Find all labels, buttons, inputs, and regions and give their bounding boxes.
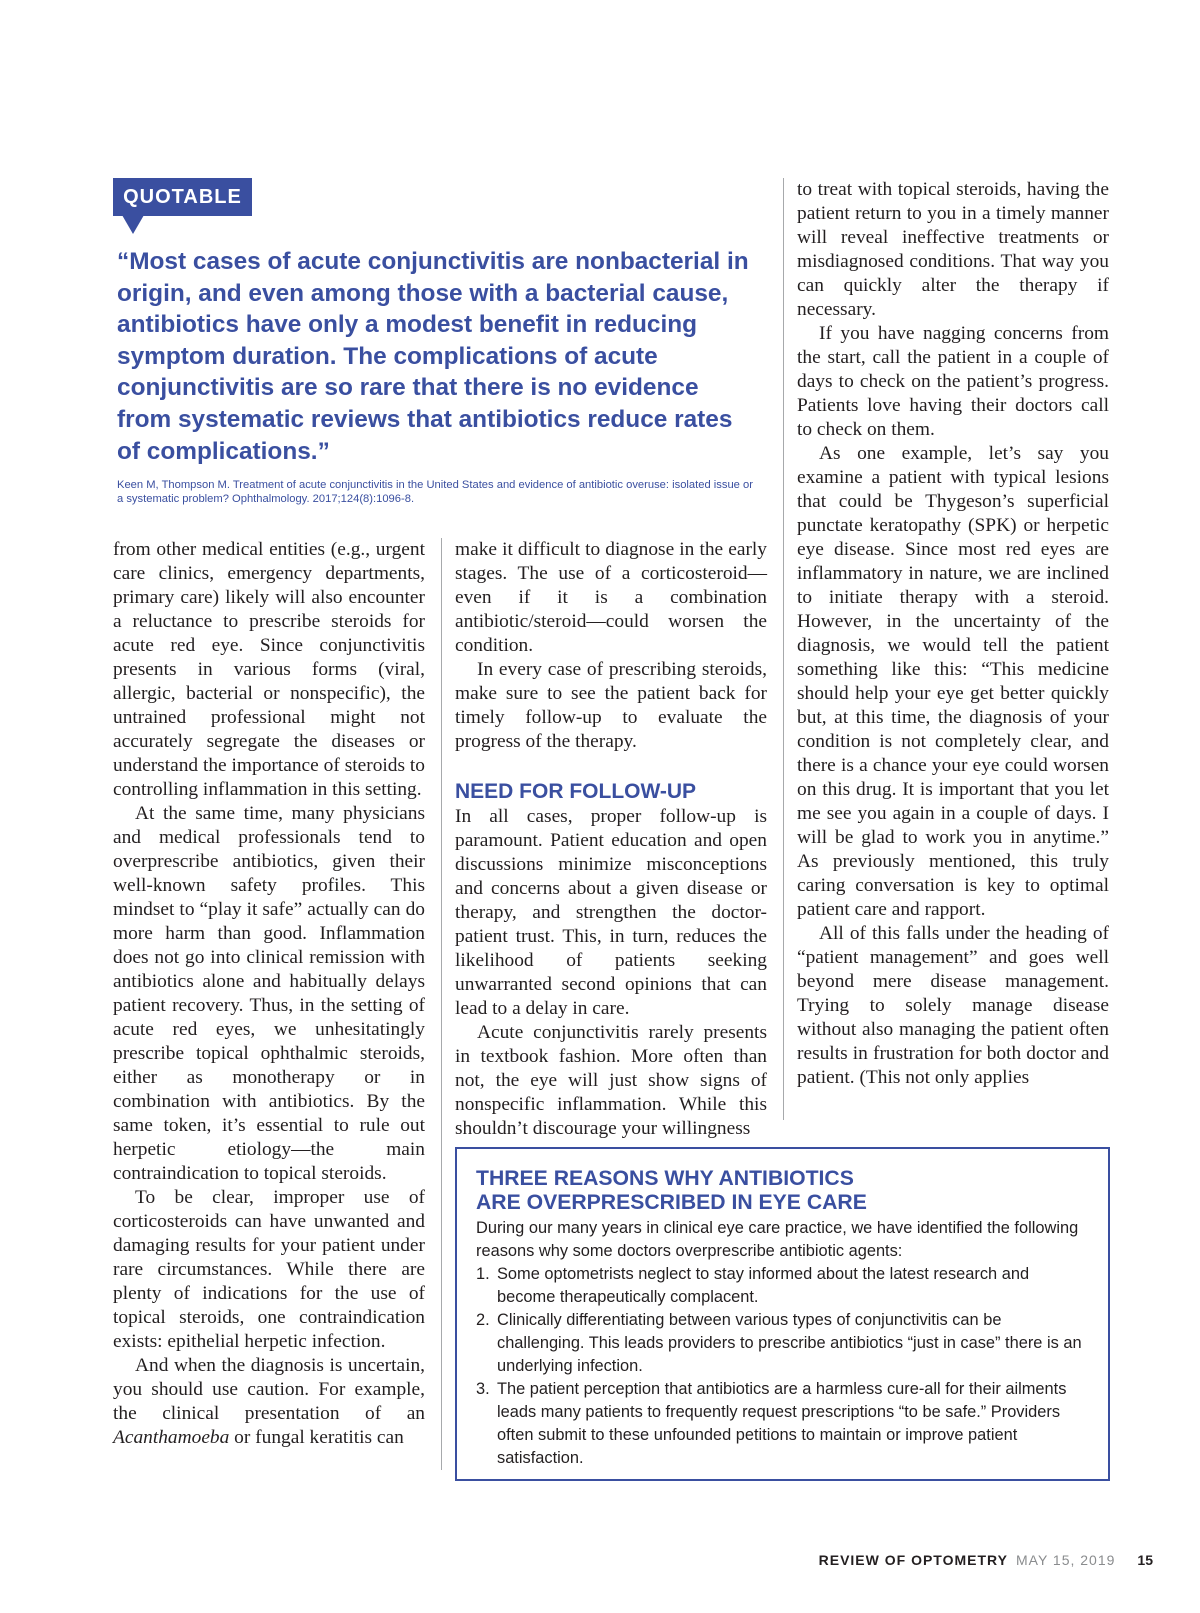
list-item-text: Some optometrists neglect to stay informed about the latest research and become therapeutically complacent.: [497, 1265, 1030, 1306]
paragraph-text: or fungal keratitis can: [229, 1427, 404, 1448]
paragraph: [113, 1354, 425, 1450]
list-item: [476, 1263, 1086, 1309]
pull-quote: “Most cases of acute conjunctivitis are nonbacterial in origin, and even among those with a bacterial cause, antibiotics have only a modest benefit in reducing symptom duration. The complications of acute conjunctivitis are so rare that there is no evidence from systematic reviews that antibiotics reduce rates of complications.”: [117, 248, 749, 465]
list-number: 3.: [476, 1380, 490, 1398]
reasons-list: [476, 1263, 1086, 1470]
italic-term: Acanthamoeba: [113, 1427, 230, 1448]
section-heading: NEED FOR FOLLOW-UP: [455, 780, 697, 803]
body-column-3: [797, 178, 1109, 1090]
quote-citation: Keen M, Thompson M. Treatment of acute conjunctivitis in the United States and evidence of antibiotic overuse: isolated issue or a systematic problem? Ophthalmology. 2017;124(8):1096-8.: [117, 479, 753, 505]
paragraph: In every case of prescribing steroids, make sure to see the patient back for timely follow-up to evaluate the progress of the therapy.: [455, 659, 767, 752]
paragraph: If you have nagging concerns from the start, call the patient in a couple of days to check on the patient’s progress. Patients love having their doctors call to check on them.: [797, 323, 1109, 440]
sidebar-intro: During our many years in clinical eye care practice, we have identified the following reasons why some doctors overprescribe antibiotic agents:: [476, 1219, 1079, 1260]
paragraph: from other medical entities (e.g., urgent care clinics, emergency departments, primary care) likely will also encounter a reluctance to prescribe steroids for acute red eye. Since conjunctivitis presents in various forms (viral, allergic, bacterial or nonspecific), the untrained professional might not accurately segregate the diseases or understand the importance of steroids to controlling inflammation in this setting.: [113, 539, 425, 800]
column-divider: [441, 538, 442, 1470]
paragraph: Acute conjunctivitis rarely presents in textbook fashion. More often than not, the eye will just show signs of nonspecific inflammation. While this shouldn’t discourage your willingness: [455, 1022, 767, 1139]
sidebar-title-line: THREE REASONS WHY ANTIBIOTICS: [476, 1167, 854, 1190]
issue-date: MAY 15, 2019: [1015, 1552, 1116, 1568]
publication-name: REVIEW OF OPTOMETRY: [818, 1552, 1008, 1568]
list-item-text: Clinically differentiating between various types of conjunctivitis can be challenging. This leads providers to prescribe antibiotics “just in case” there is an underlying infection.: [497, 1311, 1082, 1375]
quotable-tag: QUOTABLE: [113, 178, 252, 216]
sidebar-title-line: ARE OVERPRESCRIBED IN EYE CARE: [476, 1191, 867, 1214]
body-column-1: [113, 538, 425, 1450]
paragraph-text: And when the diagnosis is uncertain, you should use caution. For example, the clinical presentation of an: [113, 1355, 425, 1424]
list-number: 1.: [476, 1265, 490, 1283]
paragraph: At the same time, many physicians and medical professionals tend to overprescribe antibiotics, given their well-known safety profiles. This mindset to “play it safe” actually can do more harm than good. Inflammation does not go into clinical remission with antibiotics alone and habitually delays patient recovery. Thus, in the setting of acute red eyes, we unhesitatingly prescribe topical ophthalmic steroids, either as monotherapy or in combination with antibiotics. By the same token, it’s essential to rule out herpetic etiology—the main contraindication to topical steroids.: [113, 803, 425, 1184]
page-number: 15: [1137, 1552, 1153, 1568]
column-divider: [783, 178, 784, 1120]
paragraph: to treat with topical steroids, having the patient return to you in a timely manner will reveal ineffective treatments or misdiagnosed conditions. That way you can quickly alter the therapy if necessary.: [797, 179, 1109, 320]
list-number: 2.: [476, 1311, 490, 1329]
paragraph: To be clear, improper use of corticosteroids can have unwanted and damaging results for your patient under rare circumstances. While there are plenty of indications for the use of topical steroids, one contraindication exists: epithelial herpetic infection.: [113, 1187, 425, 1352]
paragraph: make it difficult to diagnose in the early stages. The use of a corticosteroid—even if it is a combination antibiotic/steroid—could worsen the condition.: [455, 539, 767, 656]
body-column-2: [455, 538, 767, 1141]
list-item: [476, 1309, 1086, 1378]
list-item: [476, 1378, 1086, 1470]
sidebar-title: [476, 1167, 1086, 1215]
paragraph: All of this falls under the heading of “patient management” and goes well beyond mere disease management. Trying to solely manage disease without also managing the patient often results in frustration for both doctor and patient. (This not only applies: [797, 923, 1109, 1088]
list-item-text: The patient perception that antibiotics are a harmless cure-all for their ailments leads many patients to frequently request prescriptions “to be safe.” Providers often submit to these unfounded petitions to maintain or improve patient satisfaction.: [497, 1380, 1067, 1467]
page-footer: [819, 1552, 1153, 1568]
quotable-tag-pointer: [122, 215, 144, 234]
sidebar-box: [455, 1147, 1110, 1481]
paragraph: As one example, let’s say you examine a patient with typical lesions that could be Thygeson’s superficial punctate keratopathy (SPK) or herpetic eye disease. Since most red eyes are inflammatory in nature, we are inclined to initiate therapy with a steroid. However, in the uncertainty of the diagnosis, we would tell the patient something like this: “This medicine should help your eye get better quickly but, at this time, the diagnosis of your condition is not completely clear, and there is a chance your eye could worsen on this drug. It is important that you let me see you again in a couple of days. I will be glad to work you in anytime.” As previously mentioned, this truly caring conversation is key to optimal patient care and rapport.: [797, 443, 1109, 920]
paragraph: In all cases, proper follow-up is paramount. Patient education and open discussions minimize misconceptions and concerns about a given disease or therapy, and strengthen the doctor-patient trust. This, in turn, reduces the likelihood of patients seeking unwarranted second opinions that can lead to a delay in care.: [455, 806, 767, 1019]
